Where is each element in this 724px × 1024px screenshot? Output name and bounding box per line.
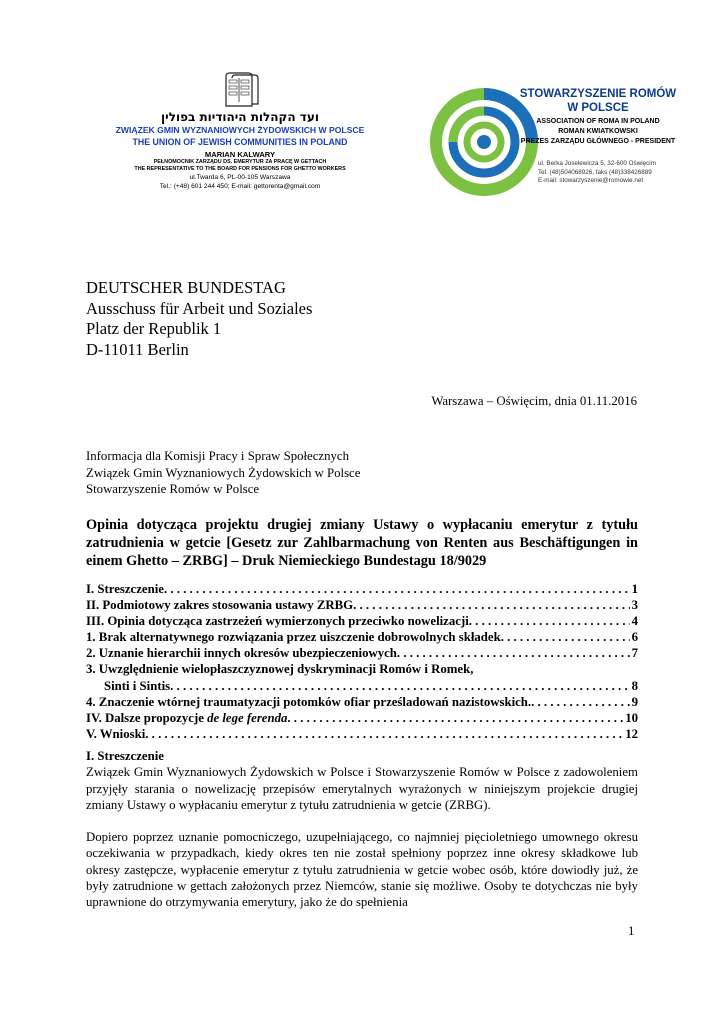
org-contact: Tel.: (+48) 601 244 450; E-mail: gettorenta@gmail.com [159, 182, 321, 190]
toc-item [86, 710, 638, 726]
toc-item [86, 661, 638, 677]
representative-role-english: THE REPRESENTATIVE TO THE BOARD FOR PENSIONS FOR GHETTO WORKERS [134, 165, 346, 172]
roma-title-line2: W POLSCE [567, 101, 629, 114]
header-right [428, 80, 688, 200]
info-line-3: Stowarzyszenie Romów w Polsce [86, 482, 260, 496]
table-of-contents [86, 581, 638, 742]
page-number: 1 [628, 924, 635, 938]
roma-association-text [513, 88, 683, 147]
toc-page: 10 [625, 710, 638, 725]
toc-label: 3. Uwzględnienie wielopłaszczyznowej dyskryminacji Romów i Romek, [86, 662, 474, 677]
recipient-line-4: D-11011 Berlin [86, 339, 189, 359]
section-summary [86, 748, 638, 813]
toc-page: 8 [631, 678, 638, 693]
info-line-1: Informacja dla Komisji Pracy i Spraw Społecznych [86, 449, 349, 463]
org-address: ul.Twarda 6, PL-00-105 Warszawa [189, 173, 291, 181]
roma-title-line1: STOWARZYSZENIE ROMÓW [519, 88, 677, 100]
toc-page: 3 [631, 598, 638, 613]
opinion-title: Opinia dotycząca projektu drugiej zmiany Ustawy o wypłacaniu emerytur z tytułu zatrudnienia w getcie [Gesetz zur Zahlbarmachung von Renten aus Beschäftigungen in einem Ghetto – ZRBG] – Druk Niemieckiego Bundestagu 18/9029 [86, 517, 638, 569]
roma-org-english: ASSOCIATION OF ROMA IN POLAND [536, 117, 660, 125]
toc-page: 1 [631, 582, 638, 596]
toc-label: I. Streszczenie [86, 582, 164, 596]
toc-label: V. Wnioski [86, 726, 146, 741]
toc-item [86, 629, 638, 645]
recipient-line-2: Ausschuss für Arbeit und Soziales [86, 298, 313, 318]
toc-page: 6 [631, 630, 638, 645]
section-heading: I. Streszczenie [86, 749, 164, 763]
summary-paragraph-1: Związek Gmin Wyznaniowych Żydowskich w Polsce i Stowarzyszenie Romów w Polsce z zadowoleniem przyjęły starania o nowelizację przepisów emerytalnych wyrażonych w niniejszym projekcie drugiej zmiany Ustawy o wypłacaniu emerytur z tytułu zatrudnienia w getcie (ZRBG). [86, 765, 638, 812]
toc-page: 12 [625, 726, 638, 741]
representative-role-polish: PEŁNOMOCNIK ZARZĄDU DS. EMERYTUR ZA PRACĘ W GETTACH [153, 159, 327, 166]
toc-label: III. Opinia dotycząca zastrzeżeń wymierzonych przeciwko nowelizacji [86, 614, 469, 629]
info-block [86, 448, 360, 498]
toc-page: 9 [631, 694, 638, 709]
org-name-polish: ZWIĄZEK GMIN WYZNANIOWYCH ŻYDOWSKICH W POLSCE [115, 125, 365, 135]
toc-label: II. Podmiotowy zakres stosowania ustawy ZRBG [86, 598, 354, 613]
roma-address: ul. Berka Joselewicza 5, 32-600 Oświęcim [538, 160, 656, 167]
toc-label-italic: de lege ferenda [207, 710, 288, 725]
roma-president-role: PREZES ZARZĄDU GŁÓWNEGO - PRESIDENT [520, 138, 676, 146]
toc-label: Sinti i Sintis [104, 678, 171, 693]
toc-item [86, 694, 638, 710]
toc-page: 7 [631, 646, 638, 661]
roma-phone: Tel. (48)504068926, faks (48)338426889 [538, 168, 652, 176]
toc-label [86, 710, 287, 726]
toc-item [86, 597, 638, 613]
roma-contact [538, 160, 688, 186]
toc-item [86, 726, 638, 742]
header-left [70, 72, 410, 191]
roma-president-name: ROMAN KWIATKOWSKI [558, 127, 638, 135]
representative-name: MARIAN KALWARY [204, 149, 276, 159]
toc-item [86, 645, 638, 661]
recipient-line-1: DEUTSCHER BUNDESTAG [86, 278, 286, 297]
toc-item [86, 678, 638, 694]
toc-page: 4 [631, 614, 638, 629]
torah-tablets-logo [218, 72, 262, 108]
place-date: Warszawa – Oświęcim, dnia 01.11.2016 [431, 394, 637, 408]
org-name-hebrew: ועד הקהלות היהודיות בפולין [161, 110, 319, 124]
roma-email: E-mail: stowarzyszenie@romowie.net [538, 177, 644, 184]
toc-item [86, 581, 638, 597]
toc-label: 1. Brak alternatywnego rozwiązania przez uiszczenie dobrowolnych składek [86, 630, 501, 645]
toc-label: 4. Znaczenie wtórnej traumatyzacji potomków ofiar prześladowań nazistowskich. [86, 694, 532, 709]
recipient-address [86, 278, 312, 360]
toc-item [86, 613, 638, 629]
toc-label: 2. Uznanie hierarchii innych okresów ubezpieczeniowych [86, 646, 397, 661]
summary-paragraph-2: Dopiero poprzez uznanie pomocniczego, uzupełniającego, co najmniej pięcioletniego umownego okresu oczekiwania w przypadkach, kiedy okres ten nie został spełniony poprzez inne okresy składkowe lub okresy zastępcze, wypłacenie emerytur z tytułu zatrudnienia w getcie wobec osób, które dowiodły już, że były zatrudnione w gettach założonych przez Niemców, stanie się możliwe. Osoby te dotychczas nie były uprawnione do otrzymywania emerytury, jako że do spełnienia [86, 830, 638, 910]
toc-label-part: IV. Dalsze propozycje [86, 710, 208, 725]
org-name-english: THE UNION OF JEWISH COMMUNITIES IN POLAND [132, 136, 348, 147]
info-line-2: Związek Gmin Wyznaniowych Żydowskich w Polsce [86, 465, 361, 480]
recipient-line-3: Platz der Republik 1 [86, 319, 222, 338]
